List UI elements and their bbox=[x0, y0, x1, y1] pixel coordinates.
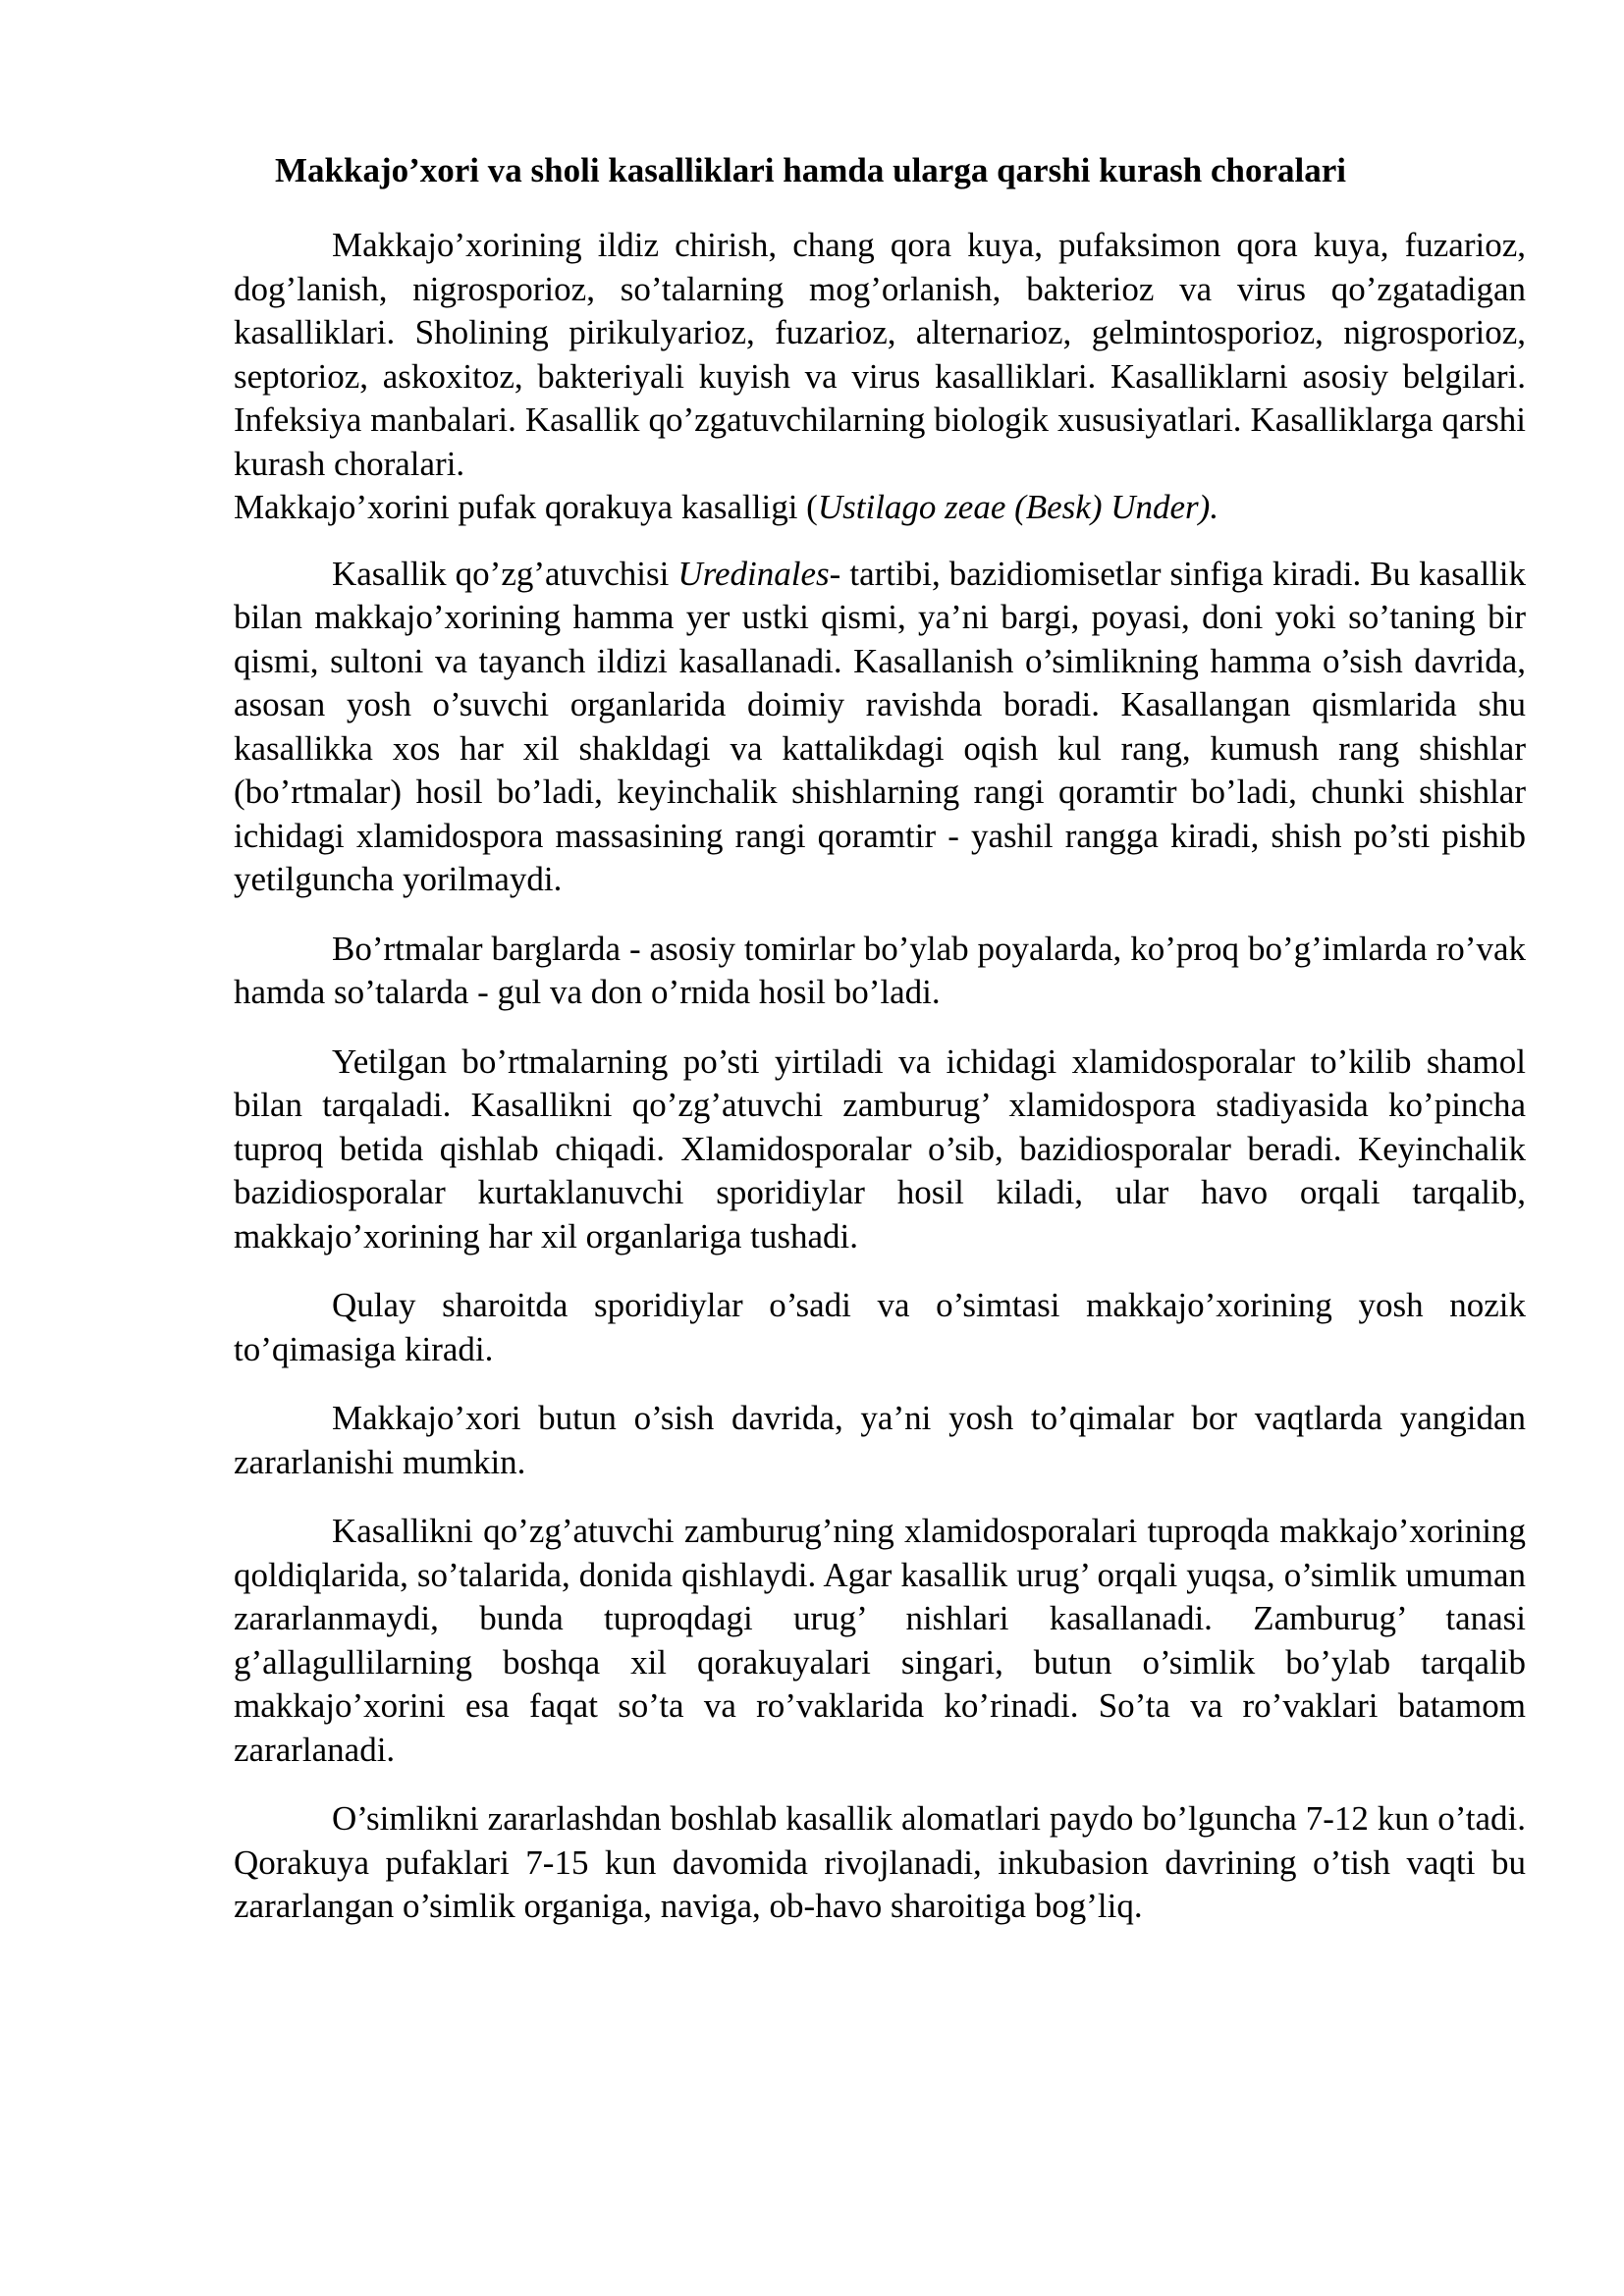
paragraph-8: O’simlikni zararlashdan boshlab kasallik alomatlari paydo bo’lguncha 7-12 kun o’tadi. Qorakuya pufaklari 7-15 kun davomida rivojlanadi, inkubasion davrining o’tish vaqti bu zararlangan o’simlik organiga, naviga, ob-havo sharoitiga bog’liq. bbox=[234, 1799, 1526, 1925]
paragraph-6: Makkajo’xori butun o’sish davrida, ya’ni yosh to’qimalar bor vaqtlarda yangidan zararlanishi mumkin. bbox=[234, 1399, 1526, 1481]
paragraph-2-prefix: Kasallik qo’zg’atuvchisi bbox=[332, 554, 678, 593]
paragraph-3: Bo’rtmalar barglarda - asosiy tomirlar bo’ylab poyalarda, ko’proq bo’g’imlarda ro’vak hamda so’talarda - gul va don o’rnida hosil bo’ladi. bbox=[234, 929, 1526, 1011]
paragraph-5: Qulay sharoitda sporidiylar o’sadi va o’simtasi makkajo’xorining yosh nozik to’qimasiga kiradi. bbox=[234, 1286, 1526, 1368]
intro-paragraph: Makkajo’xorining ildiz chirish, chang qora kuya, pufaksimon qora kuya, fuzarioz, dog’lanish, nigrosporioz, so’talarning mog’orlanish, bakterioz va virus qo’zgatadigan kasalliklari. Sholining pirikulyarioz, fuzarioz, alternarioz, gelmintosporioz, nigrosporioz, septorioz, askoxitoz, bakteriyali kuyish va virus kasalliklari. Kasalliklarni asosiy belgilari. Infeksiya manbalari. Kasallik qo’zgatuvchilarning biologik xususiyatlari. Kasalliklarga qarshi kurash choralari. bbox=[234, 226, 1526, 483]
intro-subtitle-line bbox=[234, 486, 1526, 530]
paragraph-4: Yetilgan bo’rtmalarning po’sti yirtiladi va ichidagi xlamidosporalar to’kilib shamol bilan tarqaladi. Kasallikni qo’zg’atuvchi zamburug’ xlamidospora stadiyasida ko’pincha tuproq betida qishlab chiqadi. Xlamidosporalar o’sib, bazidiosporalar beradi. Keyinchalik bazidiosporalar kurtaklanuvchi sporidiylar hosil kiladi, ular havo orqali tarqalib, makkajo’xorining har xil organlariga tushadi. bbox=[234, 1041, 1526, 1255]
intro-subtitle-latin: Ustilago zeae (Besk) Under). bbox=[817, 488, 1219, 526]
paragraph-7: Kasallikni qo’zg’atuvchi zamburug’ning xlamidosporalari tuproqda makkajo’xorining qoldiqlarida, so’talarida, donida qishlaydi. Agar kasallik urug’ orqali yuqsa, o’simlik umuman zararlanmaydi, bunda tuproqdagi urug’ nishlari kasallanadi. Zamburug’ tanasi g’allagullilarning boshqa xil qorakuyalari singari, butun o’simlik bo’ylab tarqalib makkajo’xorini esa faqat so’ta va ro’vaklarida ko’rinadi. So’ta va ro’vaklari batamom zararlanadi. bbox=[234, 1512, 1526, 1769]
paragraph-2-latin: Uredinales bbox=[677, 554, 830, 593]
paragraph-2-body: - tartibi, bazidiomisetlar sinfiga kiradi. Bu kasallik bilan makkajo’xorining hamma yer ustki qismi, ya’ni bargi, poyasi, doni yoki so’taning bir qismi, sultoni va tayanch ildizi kasallanadi. Kasallanish o’simlikning hamma o’sish davrida, asosan yosh o’suvchi organlarida doimiy ravishda boradi. Kasallangan qismlarida shu kasallikka xos har xil shakldagi va kattalikdagi oqish kul rang, kumush rang shishlar (bo’rtmalar) hosil bo’ladi, keyinchalik shishlarning rangi qoramtir bo’ladi, chunki shishlar ichidagi xlamidospora massasining rangi qoramtir - yashil rangga kiradi, shish po’sti pishib yetilguncha yorilmaydi. bbox=[234, 554, 1526, 898]
paragraph-2 bbox=[234, 553, 1526, 902]
page-title: Makkajo’xori va sholi kasalliklari hamda ularga qarshi kurash choralari bbox=[275, 151, 1346, 189]
intro-subtitle-prefix: Makkajo’xorini pufak qorakuya kasalligi ( bbox=[234, 488, 818, 526]
